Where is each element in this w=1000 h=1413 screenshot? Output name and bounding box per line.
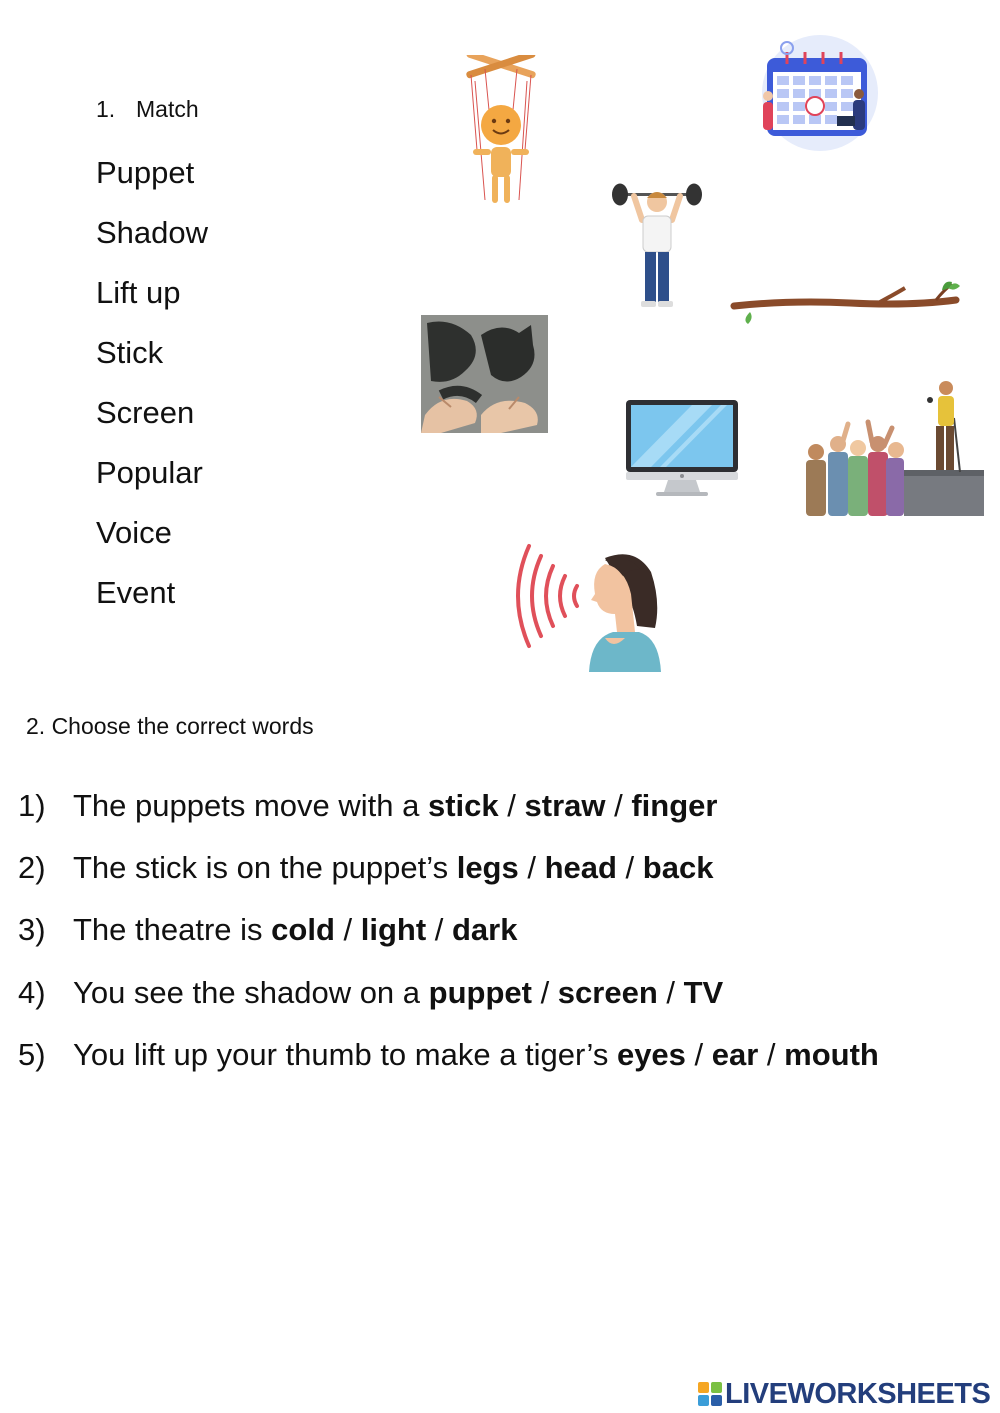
option-cold[interactable]: cold bbox=[271, 912, 335, 947]
concert-crowd-picture[interactable] bbox=[798, 378, 984, 516]
match-word-popular[interactable]: Popular bbox=[96, 455, 203, 490]
option-ear[interactable]: ear bbox=[711, 1037, 759, 1072]
option-light[interactable]: light bbox=[360, 912, 427, 947]
question-row bbox=[18, 910, 517, 950]
match-word-puppet[interactable]: Puppet bbox=[96, 155, 195, 190]
liveworksheets-logo bbox=[697, 1378, 990, 1410]
question-text: You see the shadow on a bbox=[73, 975, 429, 1010]
weightlifter-picture[interactable] bbox=[608, 180, 706, 312]
question-number: 3) bbox=[18, 912, 46, 947]
woman-voice-picture[interactable] bbox=[455, 542, 683, 672]
option-separator: / bbox=[531, 975, 558, 1010]
option-stick[interactable]: stick bbox=[427, 788, 499, 823]
question-text: You lift up your thumb to make a tiger’s bbox=[73, 1037, 617, 1072]
option-separator: / bbox=[616, 850, 643, 885]
question-row bbox=[18, 1035, 879, 1075]
question-number: 5) bbox=[18, 1037, 46, 1072]
section1-title: Match bbox=[136, 96, 199, 122]
calendar-event-picture[interactable] bbox=[745, 28, 885, 158]
option-mouth[interactable]: mouth bbox=[784, 1037, 879, 1072]
option-separator: / bbox=[518, 850, 545, 885]
option-separator: / bbox=[605, 788, 632, 823]
option-separator: / bbox=[498, 788, 525, 823]
option-separator: / bbox=[685, 1037, 712, 1072]
option-eyes[interactable]: eyes bbox=[616, 1037, 686, 1072]
marionette-picture[interactable] bbox=[455, 55, 547, 210]
match-word-stick[interactable]: Stick bbox=[96, 335, 164, 370]
match-word-lift-up[interactable]: Lift up bbox=[96, 275, 181, 310]
option-screen[interactable]: screen bbox=[557, 975, 658, 1010]
section1-number: 1. bbox=[96, 96, 116, 122]
section2-heading: 2. Choose the correct words bbox=[26, 713, 314, 739]
match-word-shadow[interactable]: Shadow bbox=[96, 215, 209, 250]
hand-shadow-picture[interactable] bbox=[421, 315, 548, 433]
option-separator: / bbox=[758, 1037, 785, 1072]
option-straw[interactable]: straw bbox=[524, 788, 606, 823]
question-row bbox=[18, 848, 713, 888]
option-head[interactable]: head bbox=[544, 850, 617, 885]
option-separator: / bbox=[657, 975, 684, 1010]
option-dark[interactable]: dark bbox=[452, 912, 518, 947]
option-legs[interactable]: legs bbox=[456, 850, 519, 885]
liveworksheets-logo-text: LIVEWORKSHEETS bbox=[725, 1377, 991, 1410]
match-word-screen[interactable]: Screen bbox=[96, 395, 195, 430]
question-text: The stick is on the puppet’s bbox=[73, 850, 457, 885]
option-separator: / bbox=[426, 912, 452, 947]
question-number: 2) bbox=[18, 850, 46, 885]
option-puppet[interactable]: puppet bbox=[428, 975, 532, 1010]
question-text: The puppets move with a bbox=[73, 788, 428, 823]
branch-stick-picture[interactable] bbox=[730, 278, 960, 328]
section1-heading bbox=[96, 96, 199, 123]
match-word-voice[interactable]: Voice bbox=[96, 515, 172, 550]
match-word-event[interactable]: Event bbox=[96, 575, 176, 610]
option-finger[interactable]: finger bbox=[631, 788, 718, 823]
liveworksheets-mark-icon bbox=[697, 1381, 723, 1407]
option-tv[interactable]: TV bbox=[683, 975, 724, 1010]
option-separator: / bbox=[334, 912, 361, 947]
option-back[interactable]: back bbox=[642, 850, 714, 885]
question-text: The theatre is bbox=[73, 912, 272, 947]
question-row bbox=[18, 786, 717, 826]
question-number: 1) bbox=[18, 788, 46, 823]
question-row bbox=[18, 973, 723, 1013]
computer-screen-picture[interactable] bbox=[622, 396, 742, 500]
question-number: 4) bbox=[18, 975, 46, 1010]
